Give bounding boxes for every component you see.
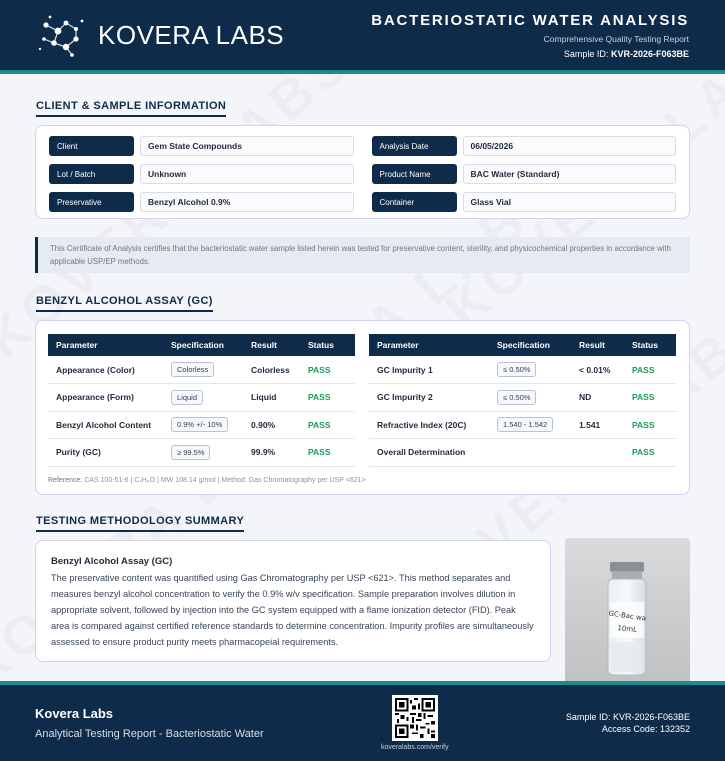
vial-image [565,538,690,686]
spec-badge: Colorless [171,362,214,377]
sample-id-value: KVR-2026-F063BE [610,48,689,59]
info-label: Product Name [372,164,457,184]
report-footer [0,681,725,761]
molecule-logo-icon [36,13,88,57]
column-header: Status [300,334,355,356]
sample-id-label: Sample ID: [563,48,609,59]
info-row-analysis-date [372,136,677,156]
status-cell: PASS [300,411,355,439]
parameter-cell: Refractive Index (20C) [369,411,489,439]
spec-badge: ≤ 0.50% [497,390,536,405]
column-header: Result [243,334,300,356]
column-header: Specification [163,334,243,356]
report-subtitle: Comprehensive Quality Testing Report [543,33,689,44]
table-row [48,411,355,439]
table-row [48,439,355,467]
vial-photo [565,538,690,686]
assay-table-right [369,334,676,467]
assay-card [35,320,690,495]
logo [36,13,284,57]
parameter-cell: Appearance (Form) [48,384,163,412]
status-cell: PASS [300,356,355,384]
info-label: Client [49,136,134,156]
parameter-cell: Appearance (Color) [48,356,163,384]
report-header [0,0,725,74]
parameter-cell: GC Impurity 2 [369,384,489,412]
certificate-note: This Certificate of Analysis certifies that the bacteriostatic water sample listed herein was tested for preservative content, sterility, and physicochemical properties in accordance with applicable USP/EP methods. [35,237,690,273]
footer-company: Kovera Labs [35,706,114,721]
qr-code-icon[interactable] [392,695,438,741]
client-section-title: CLIENT & SAMPLE INFORMATION [36,100,226,117]
result-cell: 99.9% [243,439,300,467]
parameter-cell: GC Impurity 1 [369,356,489,384]
info-value: Unknown [140,164,354,184]
methodology-card [35,540,551,662]
methodology-section-title: TESTING METHODOLOGY SUMMARY [36,515,244,532]
spec-cell [489,439,571,467]
info-row-lot [49,164,354,184]
spec-badge: Liquid [171,390,203,405]
header-sample-id [371,49,689,59]
result-cell: Colorless [243,356,300,384]
assay-table-left [48,334,355,467]
info-value: Benzyl Alcohol 0.9% [140,192,354,212]
column-header: Result [571,334,624,356]
methodology-heading: Benzyl Alcohol Assay (GC) [51,556,173,567]
spec-cell [489,411,571,439]
status-cell: PASS [624,439,676,467]
footer-description: Analytical Testing Report - Bacteriostatic Water [35,728,264,740]
result-cell: 1.541 [571,411,624,439]
info-row-container [372,192,677,212]
spec-cell [163,439,243,467]
table-row [369,411,676,439]
status-cell: PASS [300,384,355,412]
parameter-cell: Overall Determination [369,439,489,467]
client-info-card [35,125,690,219]
assay-section-title: BENZYL ALCOHOL ASSAY (GC) [36,295,213,312]
verify-url-link[interactable]: koveralabs.com/verify [380,744,449,751]
status-cell: PASS [300,439,355,467]
info-row-client [49,136,354,156]
parameter-cell: Benzyl Alcohol Content [48,411,163,439]
spec-cell [163,411,243,439]
info-label: Analysis Date [372,136,457,156]
column-header: Parameter [48,334,163,356]
info-row-preservative [49,192,354,212]
spec-cell [163,356,243,384]
status-cell: PASS [624,384,676,412]
table-row [369,356,676,384]
info-label: Lot / Batch [49,164,134,184]
assay-reference [48,477,677,484]
spec-badge: ≤ 0.50% [497,362,536,377]
result-cell: ND [571,384,624,412]
logo-text: KOVERA LABS [98,19,285,50]
verify-block [381,695,449,751]
report-title: BACTERIOSTATIC WATER ANALYSIS [371,11,689,29]
spec-cell [489,356,571,384]
vial-label-line1: GC-Bac wa [608,609,647,623]
parameter-cell: Purity (GC) [48,439,163,467]
result-cell: 0.90% [243,411,300,439]
reference-label: Reference: [48,476,83,484]
spec-badge: 0.9% +/- 10% [171,417,228,432]
column-header: Parameter [369,334,489,356]
column-header: Specification [489,334,571,356]
info-value: Gem State Compounds [140,136,354,156]
info-row-product-name [372,164,677,184]
status-cell: PASS [624,356,676,384]
spec-cell [489,384,571,412]
vial-label-line2: 10mL [617,624,638,635]
table-row-overall [369,439,676,467]
footer-access-code: Access Code: 132352 [601,724,690,734]
result-cell: Liquid [243,384,300,412]
info-label: Container [372,192,457,212]
info-value: 06/05/2026 [463,136,677,156]
result-cell: < 0.01% [571,356,624,384]
info-value: BAC Water (Standard) [463,164,677,184]
table-row [369,384,676,412]
result-cell [571,439,624,467]
methodology-text: The preservative content was quantified using Gas Chromatography per USP <621>. This method separates and measures benzyl alcohol concentration to verify the 0.9% w/v specification. Sample preparation involves dilution in appropriate solvent, followed by injection into the GC system equipped with a flame ionization detector (FID). Peak area is compared against certified reference standards to determine concentration. Impurity profiles are simultaneously assessed to ensure product purity meets pharmacopeial requirements. [51,573,534,647]
table-row [48,384,355,412]
info-value: Glass Vial [463,192,677,212]
spec-cell [163,384,243,412]
spec-badge: ≥ 99.5% [171,445,210,460]
reference-text: CAS 100-51-6 | C₇H₈O | MW 108.14 g/mol | Method: Gas Chromatography per USP <621> [84,476,366,484]
footer-sample-id: Sample ID: KVR-2026-F063BE [565,712,690,722]
spec-badge: 1.540 - 1.542 [497,417,553,432]
status-cell: PASS [624,411,676,439]
table-row [48,356,355,384]
info-label: Preservative [49,192,134,212]
column-header: Status [624,334,676,356]
